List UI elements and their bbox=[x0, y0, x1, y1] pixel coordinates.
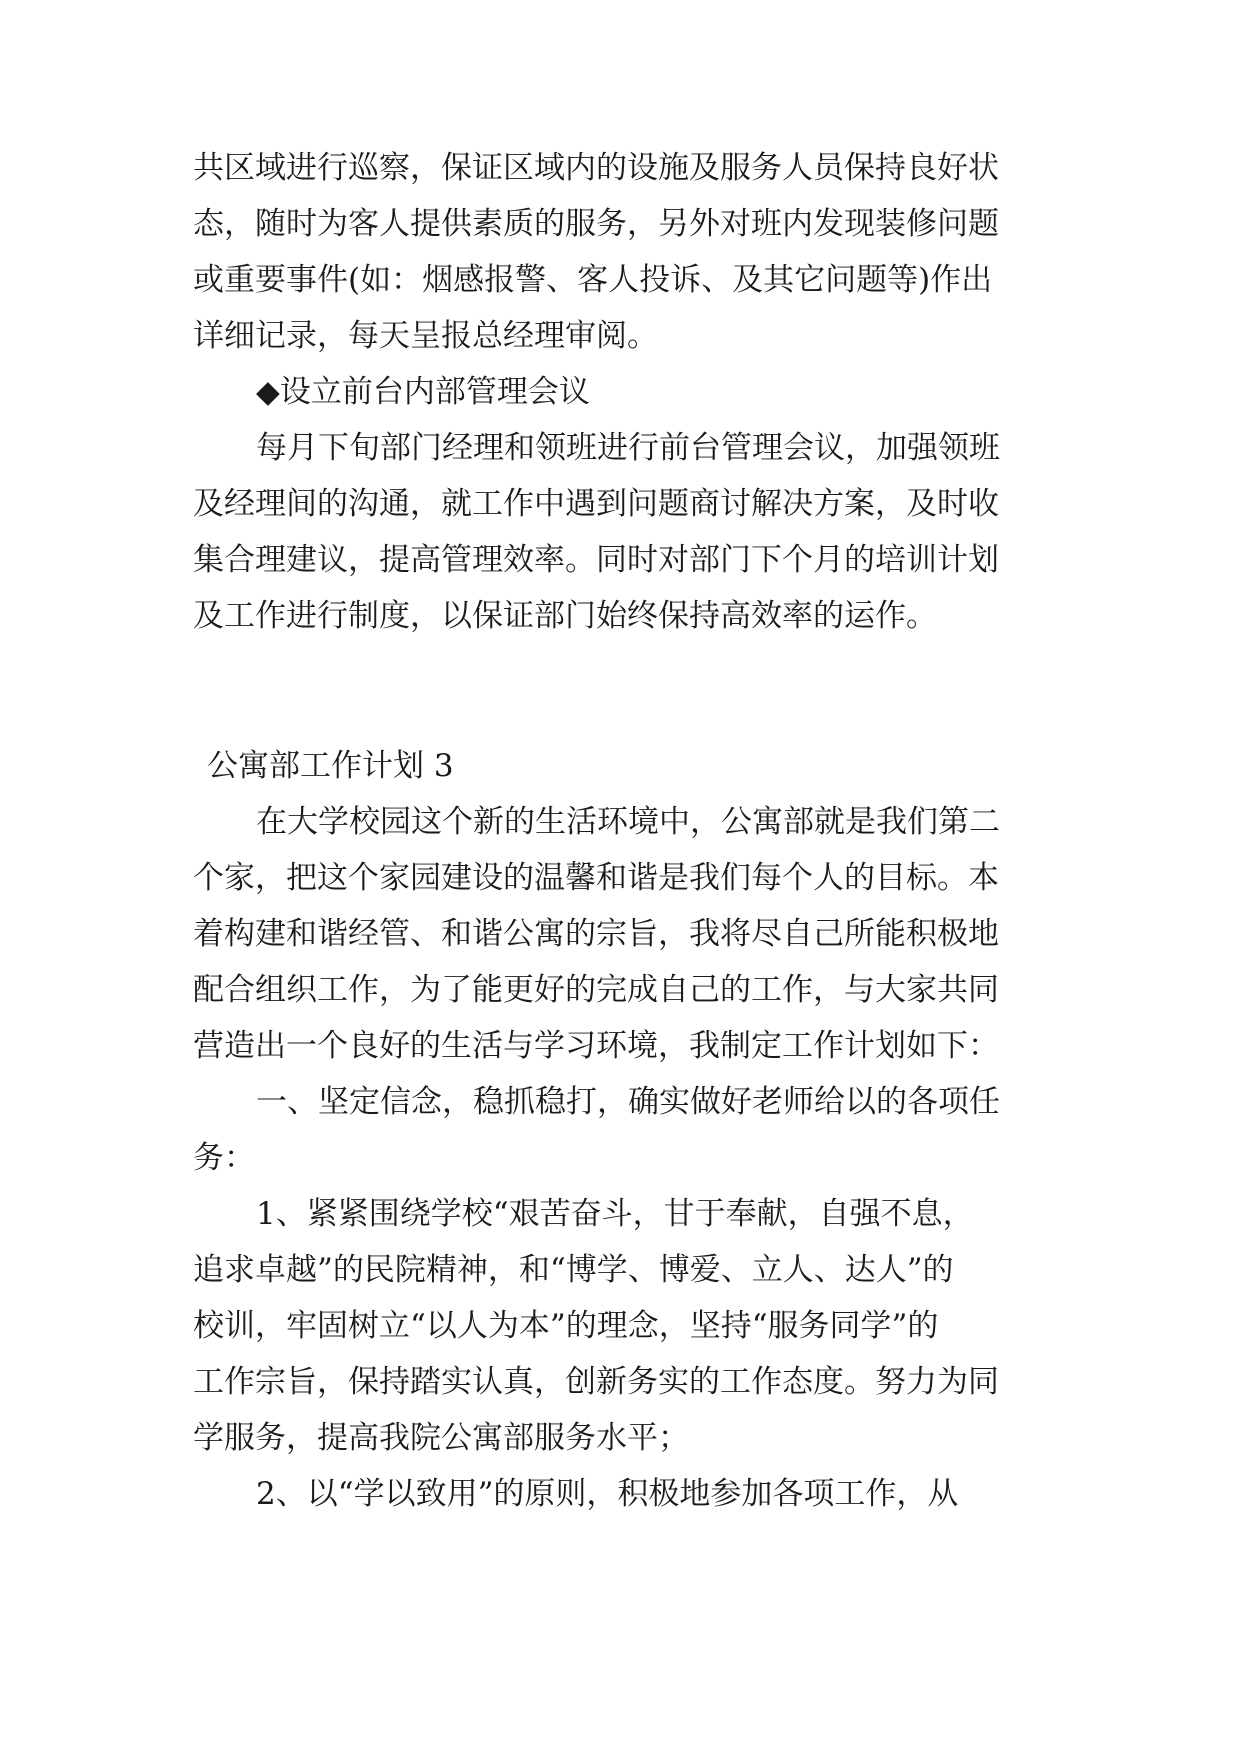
paragraph-line: 态，随时为客人提供素质的服务，另外对班内发现装修问题 bbox=[193, 206, 999, 242]
paragraph-line: 追求卓越”的民院精神，和“博学、博爱、立人、达人”的 bbox=[193, 1252, 954, 1288]
paragraph-line: 及工作进行制度，以保证部门始终保持高效率的运作。 bbox=[193, 598, 937, 634]
paragraph-line: 在大学校园这个新的生活环境中，公寓部就是我们第二 bbox=[256, 804, 1000, 840]
section-heading: ◆设立前台内部管理会议 bbox=[256, 374, 590, 410]
paragraph-line: 着构建和谐经管、和谐公寓的宗旨，我将尽自己所能积极地 bbox=[193, 916, 999, 952]
document-title: 公寓部工作计划 3 bbox=[207, 748, 454, 784]
paragraph-line: 校训，牢固树立“以人为本”的理念，坚持“服务同学”的 bbox=[193, 1308, 939, 1344]
paragraph-line: 每月下旬部门经理和领班进行前台管理会议，加强领班 bbox=[256, 430, 1000, 466]
list-heading: 一、坚定信念，稳抓稳打，确实做好老师给以的各项任 bbox=[256, 1084, 1000, 1120]
list-item: 1、紧紧围绕学校“艰苦奋斗，甘于奉献，自强不息， bbox=[256, 1196, 974, 1232]
paragraph-line: 个家，把这个家园建设的温馨和谐是我们每个人的目标。本 bbox=[193, 860, 999, 896]
paragraph-line: 营造出一个良好的生活与学习环境，我制定工作计划如下： bbox=[193, 1028, 999, 1064]
paragraph-line: 及经理间的沟通，就工作中遇到问题商讨解决方案，及时收 bbox=[193, 486, 999, 522]
paragraph-line: 详细记录，每天呈报总经理审阅。 bbox=[193, 318, 658, 354]
paragraph-line: 或重要事件(如：烟感报警、客人投诉、及其它问题等)作出 bbox=[193, 262, 993, 298]
paragraph-line: 配合组织工作，为了能更好的完成自己的工作，与大家共同 bbox=[193, 972, 999, 1008]
paragraph-line: 共区域进行巡察，保证区域内的设施及服务人员保持良好状 bbox=[193, 150, 999, 186]
paragraph-line: 学服务，提高我院公寓部服务水平； bbox=[193, 1420, 689, 1456]
paragraph-line: 工作宗旨，保持踏实认真，创新务实的工作态度。努力为同 bbox=[193, 1364, 999, 1400]
paragraph-line: 集合理建议，提高管理效率。同时对部门下个月的培训计划 bbox=[193, 542, 999, 578]
paragraph-line: 务： bbox=[193, 1140, 255, 1176]
list-item: 2、以“学以致用”的原则，积极地参加各项工作，从 bbox=[256, 1476, 959, 1512]
